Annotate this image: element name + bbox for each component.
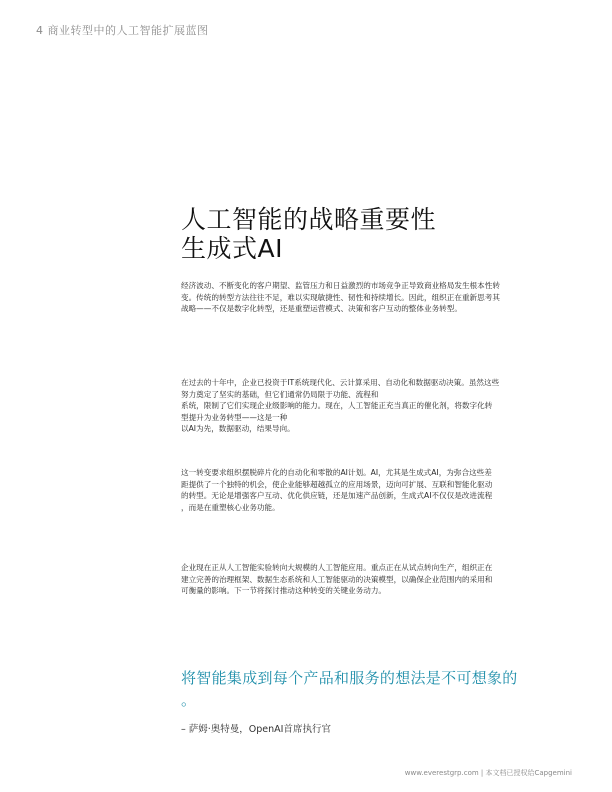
section-title-line-2: 生成式AI [181, 234, 283, 263]
section-title-line-1: 人工智能的战略重要性 [181, 205, 437, 234]
body-paragraph-4: 企业现在正从人工智能实验转向大规模的人工智能应用。重点正在从试点转向生产，组织正在 建立完善的治理框架、数据生态系统和人工智能驱动的决策模型，以确保企业范围内的采用和 可衡量的影响。下一节将探讨推动这种转变的关键业务动力。 [181, 563, 493, 595]
pull-quote: 将智能集成到每个产品和服务的想法是不可想象的 。 [181, 669, 518, 709]
body-paragraph-1: 经济波动、不断变化的客户期望、监管压力和日益激烈的市场竞争正导致商业格局发生根本性转 变。传统的转型方法往往不足，难以实现敏捷性、韧性和持续增长。因此，组织正在重新思考其 战略——不仅是数字化转型，还是重塑运营模式、决策和客户互动的整体业务转型。 [181, 281, 500, 313]
body-paragraph-3: 这一转变要求组织摆脱碎片化的自动化和零散的AI计划。AI，尤其是生成式AI，为弥合这些差 距提供了一个独特的机会，使企业能够超越孤立的应用场景，迈向可扩展、互联和智能化驱动 的转型。无论是增强客户互动、优化供应链，还是加速产品创新，生成式AI不仅仅是改进流程 ，而是在重塑核心业务功能。 [181, 468, 493, 512]
section-title [181, 205, 571, 263]
quote-attribution: – 萨姆·奥特曼，OpenAI首席执行官 [181, 724, 331, 735]
page-header: 4 商业转型中的人工智能扩展蓝图 [36, 24, 209, 37]
page-footer: www.everestgrp.com | 本文档已授权给Capgemini [404, 769, 572, 777]
body-paragraph-2: 在过去的十年中，企业已投资于IT系统现代化、云计算采用、自动化和数据驱动决策。虽然这些 努力奠定了坚实的基础，但它们通常仍局限于功能、流程和 系统，限制了它们实现企业级影响的能力。现在，人工智能正充当真正的催化剂，将数字化转 型提升为业务转型——这是一种 以AI为先，数据驱动，结果导向。 [181, 378, 500, 433]
